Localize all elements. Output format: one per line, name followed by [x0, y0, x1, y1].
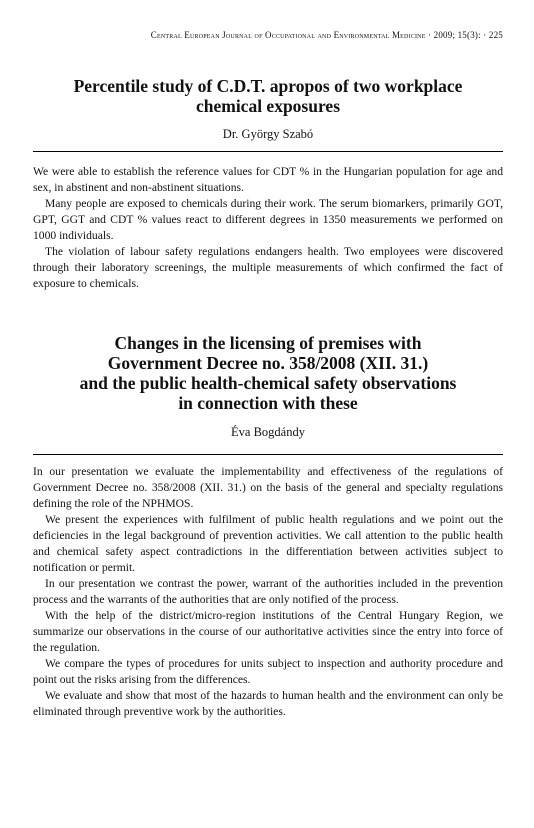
article-2-rule	[33, 454, 503, 455]
article-2-paragraph-3: In our presentation we contrast the power, warrant of the authorities included in the prevention process and the warrants of the authorities that are only notified of the process.	[33, 577, 503, 606]
article-1-paragraph-1: We were able to establish the reference values for CDT % in the Hungarian population for age and sex, in abstinent and non-abstinent situations.	[33, 165, 503, 194]
article-1-title-line-1: Percentile study of C.D.T. apropos of two workplace	[73, 76, 463, 96]
article-2-body	[33, 464, 503, 720]
running-header: Central European Journal of Occupational and Environmental Medicine · 2009; 15(3): · 225	[150, 30, 503, 40]
article-2-paragraph-1: In our presentation we evaluate the implementability and effectiveness of the regulations of Government Decree no. 358/2008 (XII. 31.) on the basis of the general and specialty regulations defining the role of the NPHMOS.	[33, 465, 503, 510]
article-2-paragraph-2: We present the experiences with fulfilment of public health regulations and we point out the deficiencies in the legal background of prevention activities. We call attention to the public health and chemical safety aspect contradictions in the differentiation between activities subject to notification or permit.	[33, 513, 503, 574]
article-2-paragraph-5: We compare the types of procedures for units subject to inspection and authority procedure and point out the risks arising from the differences.	[33, 657, 503, 686]
article-2-paragraph-4: With the help of the district/micro-region institutions of the Central Hungary Region, we summarize our observations in the course of our authoritative activities since the entry into force of the regulation.	[33, 609, 503, 654]
article-1-title	[33, 76, 503, 116]
article-1-body	[33, 164, 503, 292]
article-2-author: Éva Bogdándy	[231, 425, 305, 439]
article-1-paragraph-3: The violation of labour safety regulations endangers health. Two employees were discovered through their laboratory screenings, the multiple measurements of which confirmed the fact of exposure to chemicals.	[33, 245, 503, 290]
article-1-title-line-2: chemical exposures	[195, 96, 341, 116]
article-2-paragraph-6: We evaluate and show that most of the hazards to human health and the environment can only be eliminated through preventive work by the authorities.	[33, 689, 503, 718]
article-2-title-line-4: in connection with these	[178, 393, 358, 413]
article-2-title-line-3: and the public health-chemical safety observations	[79, 373, 457, 393]
article-2-title-line-1: Changes in the licensing of premises with	[114, 333, 422, 353]
article-1-paragraph-2: Many people are exposed to chemicals during their work. The serum biomarkers, primarily GOT, GPT, GGT and CDT % values react to different degrees in 1350 measurements we performed on 1000 individuals.	[33, 197, 503, 242]
article-2-title-line-2: Government Decree no. 358/2008 (XII. 31.)	[107, 353, 429, 373]
article-2-title	[33, 333, 503, 413]
article-1-rule	[33, 151, 503, 152]
article-1-author: Dr. György Szabó	[222, 127, 314, 141]
